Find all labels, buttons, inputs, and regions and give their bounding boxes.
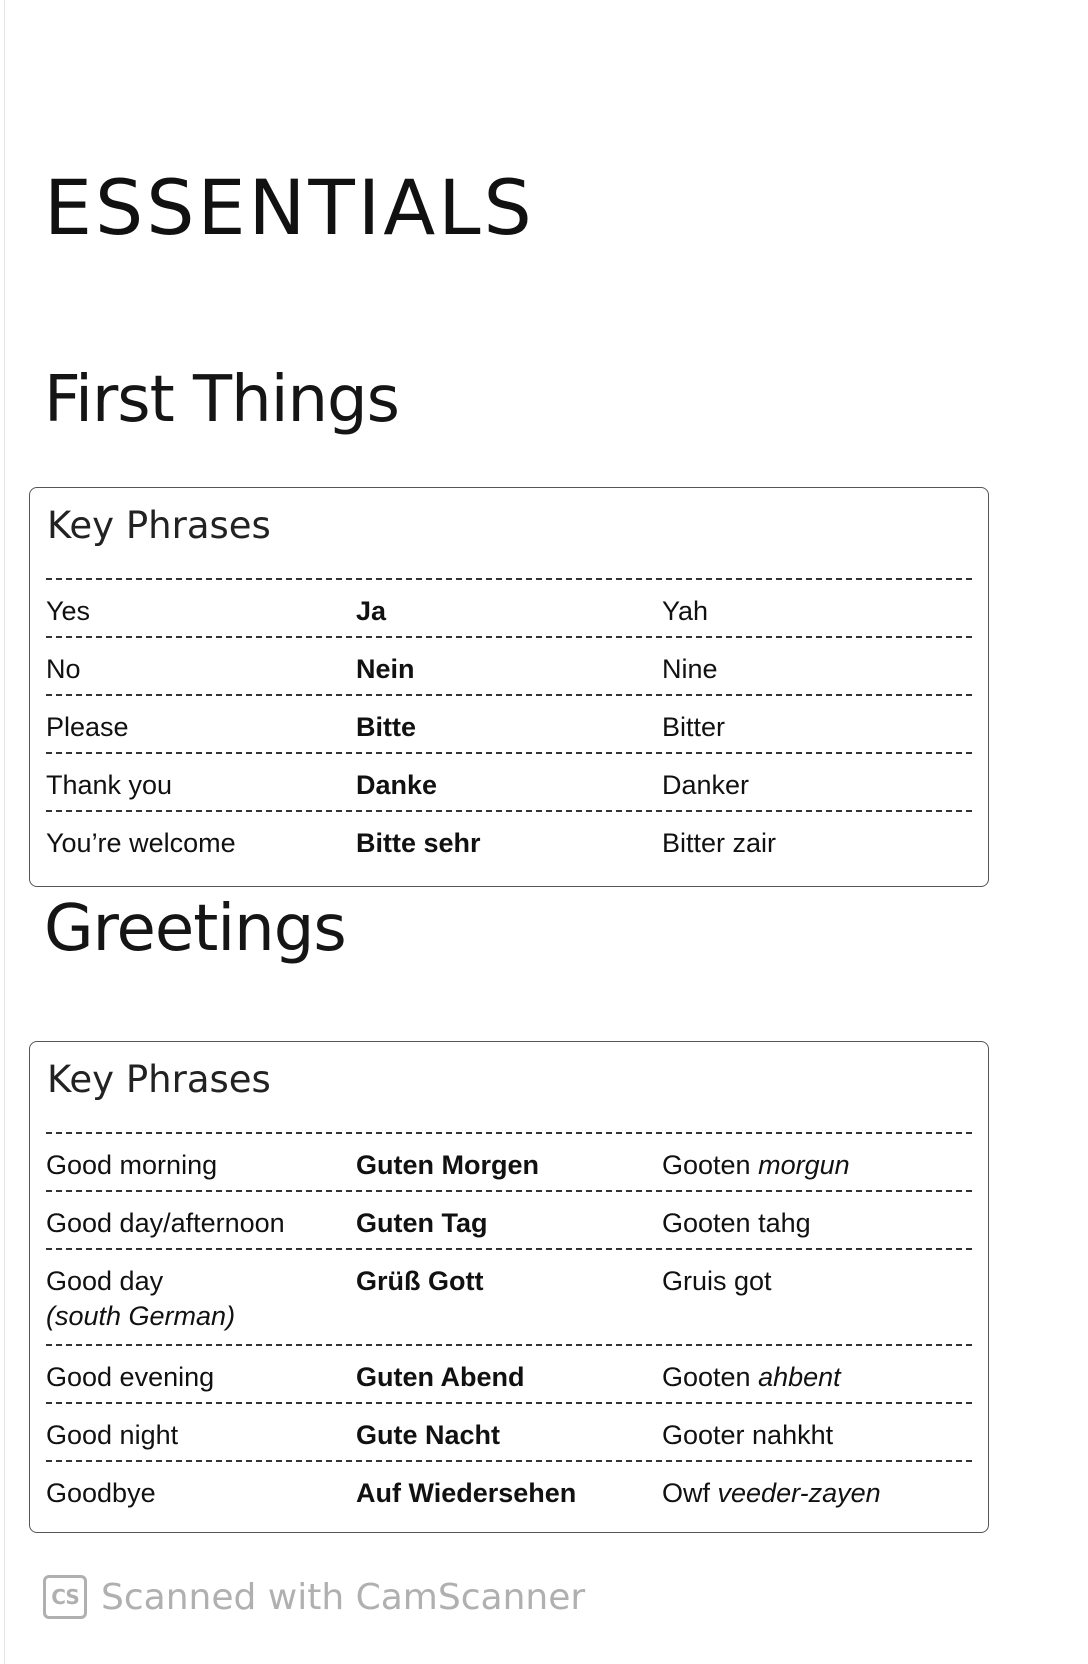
phrase-table xyxy=(46,578,972,870)
pronunciation xyxy=(662,826,776,861)
pronunciation xyxy=(662,1476,881,1511)
pronunciation xyxy=(662,1418,833,1453)
pronunciation-part: Bitter xyxy=(662,712,726,742)
phrase-row xyxy=(46,1134,972,1192)
phrase-row xyxy=(46,1192,972,1250)
english-phrase xyxy=(46,594,90,629)
camscanner-logo-icon: CS xyxy=(43,1575,87,1619)
english-phrase xyxy=(46,1360,214,1395)
pronunciation xyxy=(662,1206,811,1241)
pronunciation-stressed-part: veeder-zayen xyxy=(717,1478,881,1508)
english-phrase xyxy=(46,1418,178,1453)
pronunciation-part: Nine xyxy=(662,654,718,684)
german-phrase: Guten Tag xyxy=(356,1208,488,1238)
german-phrase: Nein xyxy=(356,654,415,684)
pronunciation-part: Gooten xyxy=(662,1150,759,1180)
pronunciation xyxy=(662,1264,772,1299)
pronunciation-part: Gooten xyxy=(662,1362,759,1392)
english-phrase xyxy=(46,1264,235,1334)
english-text: You’re welcome xyxy=(46,828,236,858)
english-text: Goodbye xyxy=(46,1478,156,1508)
english-text: Good morning xyxy=(46,1150,218,1180)
english-text: Thank you xyxy=(46,770,173,800)
english-text: Good night xyxy=(46,1420,179,1450)
english-note: (south German) xyxy=(46,1301,236,1331)
pronunciation xyxy=(662,710,725,745)
phrase-row xyxy=(46,696,972,754)
german-phrase: Guten Abend xyxy=(356,1362,525,1392)
section-title-first-things: First Things xyxy=(44,363,399,437)
pronunciation-part: Gruis got xyxy=(662,1266,772,1296)
phrase-row xyxy=(46,1404,972,1462)
page-title: ESSENTIALS xyxy=(44,163,535,252)
box-header: Key Phrases xyxy=(47,1058,271,1101)
german-phrase: Guten Morgen xyxy=(356,1150,539,1180)
english-phrase xyxy=(46,710,129,745)
german-phrase: Bitte sehr xyxy=(356,828,481,858)
english-text: Good evening xyxy=(46,1362,215,1392)
box-header: Key Phrases xyxy=(47,504,271,547)
english-phrase xyxy=(46,768,172,803)
pronunciation-part: Gooten tahg xyxy=(662,1208,811,1238)
pronunciation-part: Danker xyxy=(662,770,750,800)
pronunciation xyxy=(662,594,708,629)
key-phrases-box-first-things xyxy=(29,487,989,887)
german-phrase: Ja xyxy=(356,596,387,626)
phrase-row xyxy=(46,754,972,812)
phrase-row xyxy=(46,1346,972,1404)
pronunciation xyxy=(662,1360,841,1395)
pronunciation xyxy=(662,1148,850,1183)
english-text: Good day/afternoon xyxy=(46,1208,285,1238)
english-phrase xyxy=(46,1476,156,1511)
english-phrase xyxy=(46,652,81,687)
english-phrase xyxy=(46,1206,285,1241)
watermark-text: Scanned with CamScanner xyxy=(101,1576,586,1618)
section-title-greetings: Greetings xyxy=(44,892,346,966)
phrase-row xyxy=(46,812,972,870)
english-phrase xyxy=(46,826,236,861)
pronunciation-part: Gooter nahkht xyxy=(662,1420,834,1450)
german-phrase: Auf Wiedersehen xyxy=(356,1478,577,1508)
english-text: Please xyxy=(46,712,129,742)
key-phrases-box-greetings xyxy=(29,1041,989,1533)
pronunciation-stressed-part: ahbent xyxy=(758,1362,841,1392)
phrase-row xyxy=(46,580,972,638)
phrase-row xyxy=(46,1462,972,1520)
german-phrase: Danke xyxy=(356,770,438,800)
phrase-table xyxy=(46,1132,972,1520)
pronunciation xyxy=(662,768,749,803)
pronunciation-part: Bitter zair xyxy=(662,828,777,858)
page-edge xyxy=(4,0,5,1664)
pronunciation-stressed-part: morgun xyxy=(758,1150,850,1180)
camscanner-watermark xyxy=(43,1575,585,1619)
german-phrase: Bitte xyxy=(356,712,416,742)
phrase-row xyxy=(46,1250,972,1346)
english-text: No xyxy=(46,654,81,684)
pronunciation xyxy=(662,652,718,687)
german-phrase: Gute Nacht xyxy=(356,1420,501,1450)
english-text: Yes xyxy=(46,596,91,626)
english-text: Good day xyxy=(46,1266,164,1296)
german-phrase: Grüß Gott xyxy=(356,1266,484,1296)
pronunciation-part: Owf xyxy=(662,1478,718,1508)
phrase-row xyxy=(46,638,972,696)
english-phrase xyxy=(46,1148,217,1183)
pronunciation-part: Yah xyxy=(662,596,709,626)
